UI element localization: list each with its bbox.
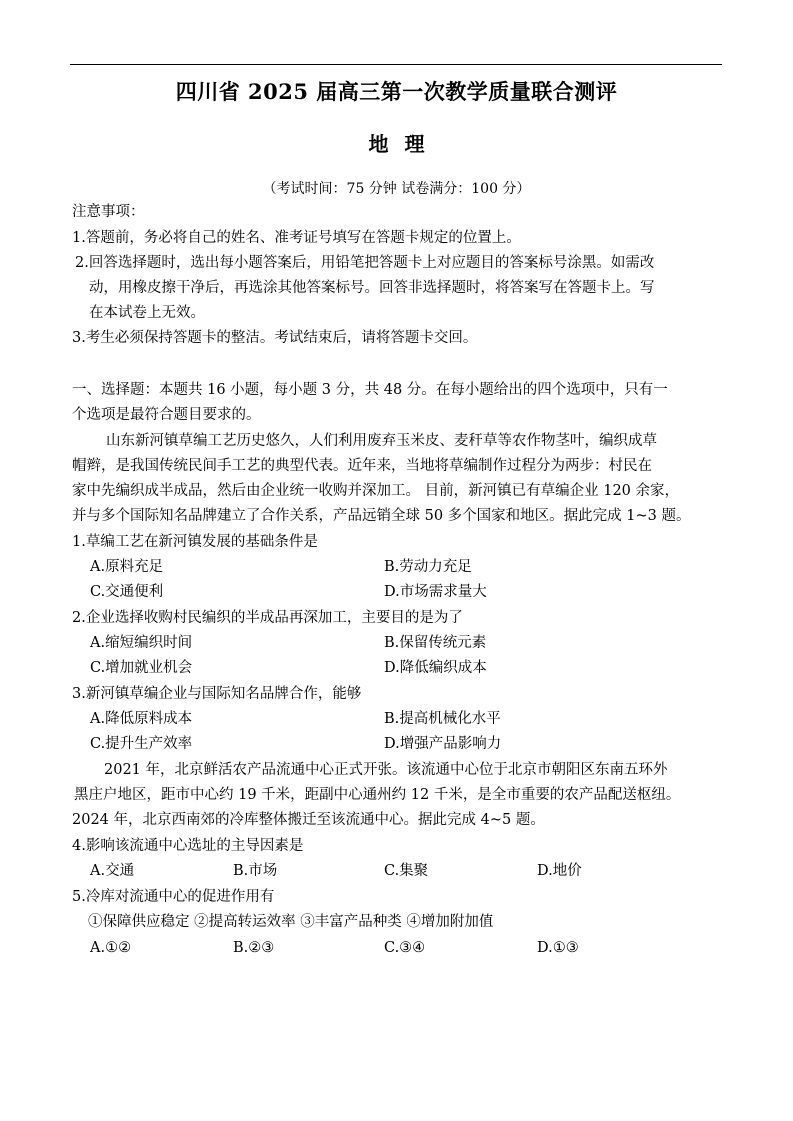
question-4-option-a: A.交通: [90, 863, 135, 879]
question-5-option-c: C.③④: [384, 940, 426, 956]
question-2-option-c: C.增加就业机会: [90, 660, 193, 676]
passage-2-line-1: 2021 年，北京鲜活农产品流通中心正式开张。该流通中心位于北京市朝阳区东南五环外: [104, 762, 668, 778]
question-2-option-a: A.缩短编织时间: [90, 635, 193, 651]
question-1-option-a: A.原料充足: [90, 559, 164, 575]
question-1-stem: 1.草编工艺在新河镇发展的基础条件是: [72, 534, 318, 550]
question-1-option-d: D.市场需求量大: [384, 584, 487, 600]
note-item-2-line-3: 在本试卷上无效。: [89, 305, 205, 321]
question-3-option-d: D.增强产品影响力: [384, 736, 502, 752]
question-4-option-d: D.地价: [537, 863, 582, 879]
question-5-option-a: A.①②: [90, 940, 132, 956]
subject-title: 地理: [368, 132, 441, 156]
question-4-stem: 4.影响该流通中心选址的主导因素是: [72, 838, 304, 854]
question-3-option-b: B.提高机械化水平: [384, 711, 501, 727]
note-item-2-line-2: 动，用橡皮擦干净后，再选涂其他答案标号。回答非选择题时，将答案写在答题卡上。写: [89, 280, 655, 296]
question-3-stem: 3.新河镇草编企业与国际知名品牌合作，能够: [72, 686, 362, 702]
passage-1-line-1: 山东新河镇草编工艺历史悠久，人们利用废弃玉米皮、麦秆草等农作物茎叶，编织成草: [106, 433, 657, 449]
note-item-2-line-1: 2.回答选择题时，选出每小题答案后，用铅笔把答题卡上对应题目的答案标号涂黑。如需改: [75, 255, 655, 271]
passage-2-line-2: 黑庄户地区，距市中心约 19 千米，距副中心通州约 12 千米，是全市重要的农产品配送枢纽。: [74, 787, 681, 803]
question-2-option-d: D.降低编织成本: [384, 660, 487, 676]
page-title: 四川省 2025 届高三第一次教学质量联合测评: [175, 79, 618, 104]
question-5-option-b: B.②③: [233, 940, 275, 956]
notes-heading: 注意事项：: [72, 204, 145, 220]
passage-1-line-2: 帽辫，是我国传统民间手工艺的典型代表。近年来，当地将草编制作过程分为两步：村民在: [72, 458, 652, 474]
passage-1-line-3: 家中先编织成半成品，然后由企业统一收购并深加工。 目前，新河镇已有草编企业 120 余家，: [72, 483, 679, 499]
question-3-option-c: C.提升生产效率: [90, 736, 193, 752]
section-intro-line-2: 个选项是最符合题目要求的。: [72, 407, 261, 423]
question-2-option-b: B.保留传统元素: [384, 635, 487, 651]
question-5-option-d: D.①③: [537, 940, 579, 956]
section-intro-line-1: 一、选择题：本题共 16 小题，每小题 3 分，共 48 分。在每小题给出的四个选项中，只有一: [72, 382, 668, 398]
passage-2-line-3: 2024 年，北京西南郊的冷库整体搬迁至该流通中心。据此完成 4~5 题。: [72, 812, 545, 828]
note-item-3: 3.考生必须保持答题卡的整洁。考试结束后，请将答题卡交回。: [72, 330, 478, 346]
question-1-option-b: B.劳动力充足: [384, 559, 472, 575]
question-3-option-a: A.降低原料成本: [90, 711, 193, 727]
question-5-stem: 5.冷库对流通中心的促进作用有: [72, 889, 275, 905]
note-item-1: 1.答题前，务必将自己的姓名、准考证号填写在答题卡规定的位置上。: [72, 230, 521, 246]
question-2-stem: 2.企业选择收购村民编织的半成品再深加工，主要目的是为了: [72, 610, 463, 626]
question-4-option-b: B.市场: [233, 863, 278, 879]
question-4-option-c: C.集聚: [384, 863, 429, 879]
question-5-items: ①保障供应稳定 ②提高转运效率 ③丰富产品种类 ④增加附加值: [88, 914, 494, 930]
passage-1-line-4: 并与多个国际知名品牌建立了合作关系，产品远销全球 50 多个国家和地区。据此完成 1~3 题。: [72, 508, 691, 524]
header-rule: [70, 64, 722, 65]
exam-info: （考试时间：75 分钟 试卷满分：100 分）: [262, 181, 531, 197]
question-1-option-c: C.交通便利: [90, 584, 164, 600]
